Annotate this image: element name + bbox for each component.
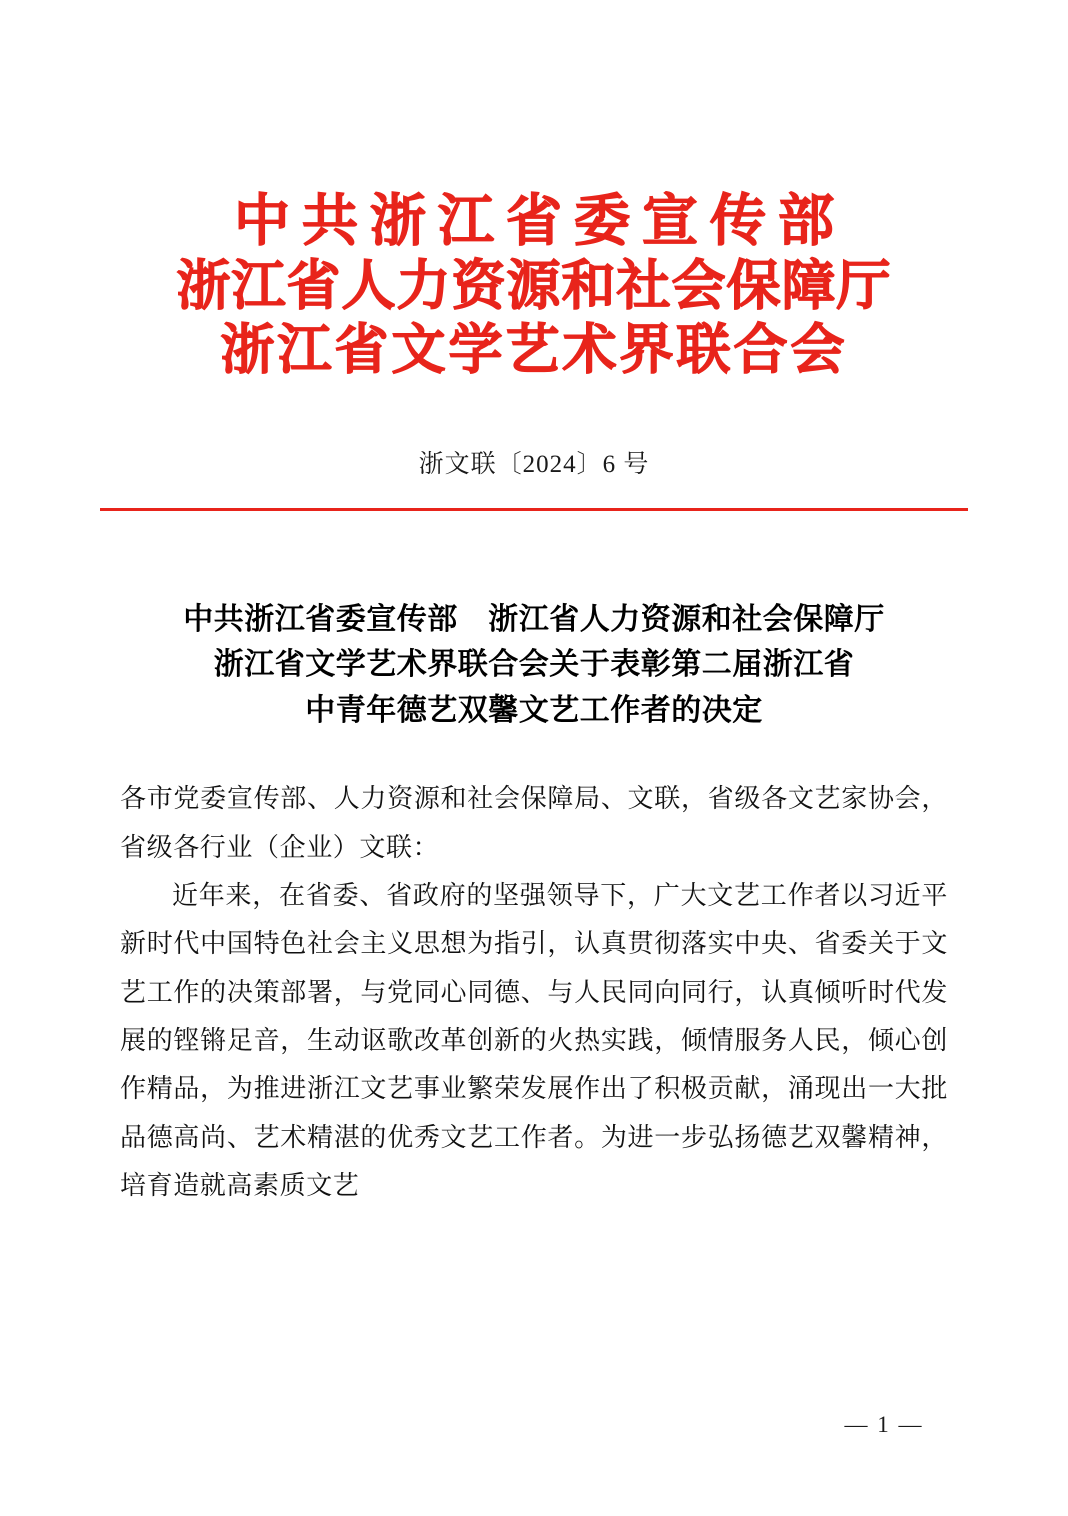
- document-body: [120, 775, 948, 1210]
- document-number: 浙文联〔2024〕6 号: [418, 450, 650, 478]
- page-title-line-1: 中共浙江省委宣传部 浙江省人力资源和社会保障厅: [183, 602, 885, 636]
- page-title-line-2: 浙江省文学艺术界联合会关于表彰第二届浙江省: [213, 648, 855, 682]
- page-title: [124, 597, 944, 734]
- page-number: — 1 —: [844, 1412, 924, 1437]
- letterhead-line-1: 中共浙江省委宣传部: [234, 188, 846, 254]
- letterhead: [0, 188, 1068, 382]
- addressee-paragraph: 各市党委宣传部、人力资源和社会保障局、文联，省级各文艺家协会，省级各行业（企业）文联：: [120, 784, 948, 862]
- letterhead-line-2: 浙江省人力资源和社会保障厅: [176, 253, 892, 318]
- body-paragraph-1: 近年来，在省委、省政府的坚强领导下，广大文艺工作者以习近平新时代中国特色社会主义思想为指引，认真贯彻落实中央、省委关于文艺工作的决策部署，与党同心同德、与人民同向同行，认真倾听时代发展的铿锵足音，生动讴歌改革创新的火热实践，倾情服务人民，倾心创作精品，为推进浙江文艺事业繁荣发展作出了积极贡献，涌现出一大批品德高尚、艺术精湛的优秀文艺工作者。为进一步弘扬德艺双馨精神，培育造就高素质文艺: [120, 881, 948, 1201]
- page-title-line-3: 中青年德艺双馨文艺工作者的决定: [305, 693, 763, 727]
- letterhead-line-3: 浙江省文学艺术界联合会: [220, 316, 848, 381]
- red-divider-rule: [100, 508, 968, 511]
